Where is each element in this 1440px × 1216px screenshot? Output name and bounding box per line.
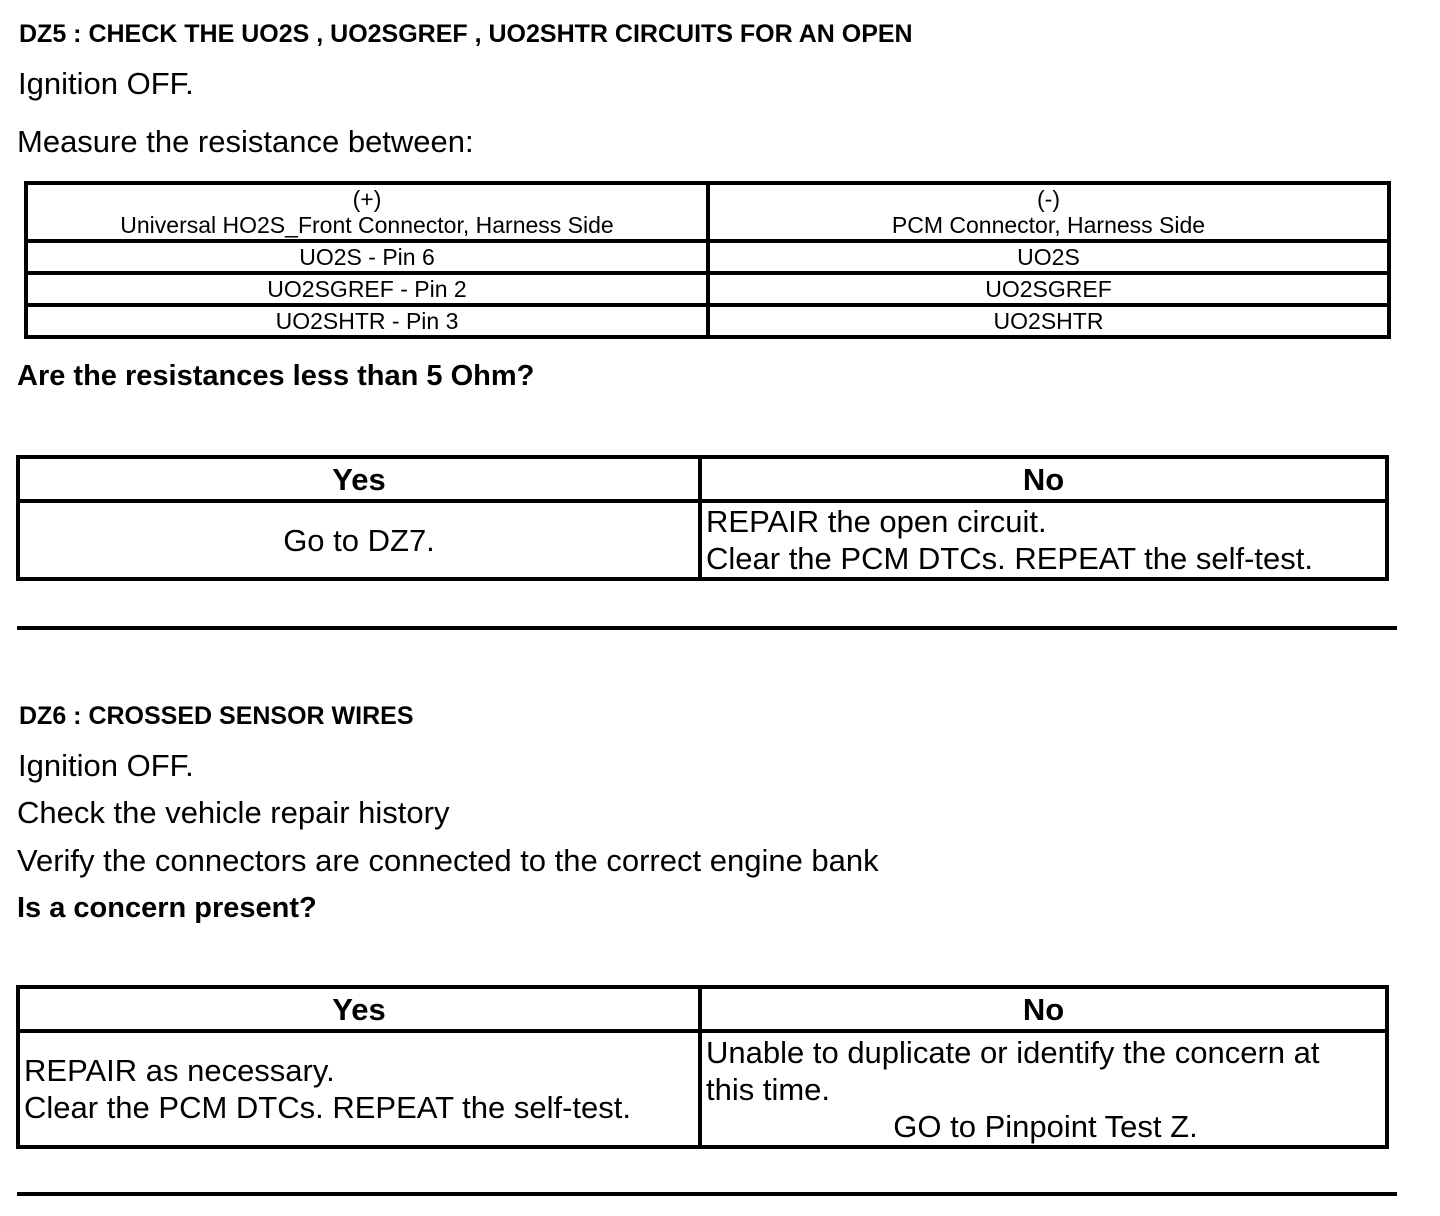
section-divider — [17, 1192, 1397, 1196]
positive-column-header — [26, 183, 708, 241]
negative-connector-title: PCM Connector, Harness Side — [891, 212, 1206, 238]
dz6-step-history: Check the vehicle repair history — [17, 795, 450, 830]
dz5-no-action-line: Clear the PCM DTCs. REPEAT the self-test. — [706, 541, 1313, 576]
dz5-yes-header: Yes — [18, 457, 700, 501]
positive-connector-title: Universal HO2S_Front Connector, Harness Side — [120, 212, 614, 238]
dz6-no-header: No — [700, 987, 1387, 1031]
table-cell: UO2SHTR - Pin 3 — [26, 305, 708, 337]
dz5-step-measure: Measure the resistance between: — [17, 124, 474, 159]
negative-sign: (-) — [1037, 186, 1060, 212]
table-cell: UO2S — [708, 241, 1389, 273]
negative-column-header — [708, 183, 1389, 241]
dz6-step-verify: Verify the connectors are connected to the correct engine bank — [17, 843, 879, 878]
table-row — [26, 305, 1389, 337]
dz5-result-table — [16, 455, 1389, 581]
measurement-table — [24, 181, 1391, 339]
dz6-no-action-line: GO to Pinpoint Test Z. — [893, 1108, 1198, 1144]
section-divider — [17, 626, 1397, 630]
dz5-result-row — [18, 501, 1387, 579]
dz5-yes-action: Go to DZ7. — [18, 501, 700, 579]
measurement-header-row — [26, 183, 1389, 241]
dz6-yes-header: Yes — [18, 987, 700, 1031]
dz6-question: Is a concern present? — [17, 892, 317, 924]
dz5-no-action-line: REPAIR the open circuit. — [706, 504, 1047, 539]
table-row — [26, 273, 1389, 305]
dz5-step-ignition: Ignition OFF. — [18, 66, 194, 101]
dz5-no-action — [700, 501, 1387, 579]
dz6-yes-action — [18, 1031, 700, 1147]
table-cell: UO2S - Pin 6 — [26, 241, 708, 273]
dz6-yes-action-line: Clear the PCM DTCs. REPEAT the self-test. — [24, 1090, 631, 1125]
table-cell: UO2SGREF - Pin 2 — [26, 273, 708, 305]
dz6-no-action — [700, 1031, 1387, 1147]
dz6-result-table — [16, 985, 1389, 1149]
table-row — [26, 241, 1389, 273]
positive-sign: (+) — [352, 186, 382, 212]
dz6-no-action-line: this time. — [706, 1071, 831, 1107]
dz6-step-ignition: Ignition OFF. — [18, 748, 194, 783]
dz6-result-header-row — [18, 987, 1387, 1031]
dz5-question: Are the resistances less than 5 Ohm? — [17, 360, 535, 392]
dz5-result-header-row — [18, 457, 1387, 501]
dz5-no-header: No — [700, 457, 1387, 501]
table-cell: UO2SGREF — [708, 273, 1389, 305]
dz6-result-row — [18, 1031, 1387, 1147]
dz6-yes-action-line: REPAIR as necessary. — [24, 1053, 335, 1088]
dz6-title: DZ6 : CROSSED SENSOR WIRES — [19, 702, 414, 730]
dz5-title: DZ5 : CHECK THE UO2S , UO2SGREF , UO2SHTR CIRCUITS FOR AN OPEN — [19, 20, 913, 48]
dz6-no-action-line: Unable to duplicate or identify the concern at — [706, 1034, 1320, 1070]
table-cell: UO2SHTR — [708, 305, 1389, 337]
